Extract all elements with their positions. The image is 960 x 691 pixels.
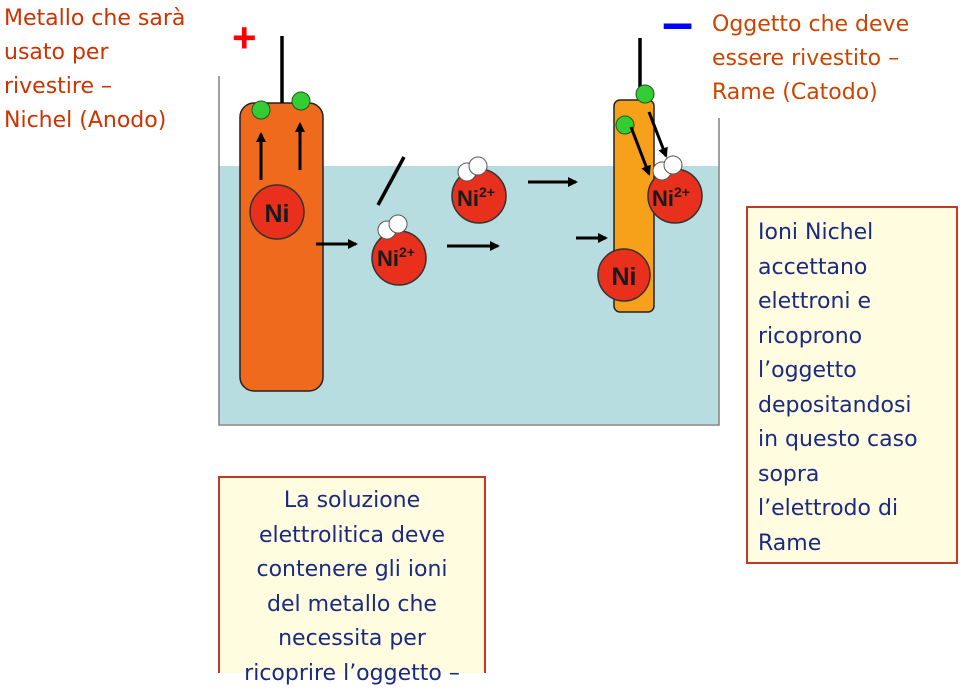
explanation-line: Rame (758, 527, 918, 562)
cathode-label-line: Oggetto che deve (712, 8, 909, 42)
explanation-line: La soluzione (220, 484, 484, 519)
explanation-line: ricoprono (758, 320, 918, 355)
electron-1 (252, 101, 270, 119)
explanation-line: l’oggetto (758, 354, 918, 389)
explanation-line: Ioni Nichel (758, 216, 918, 251)
cathode-label (712, 8, 909, 110)
explanation-line: ricoprire l’oggetto – (220, 657, 484, 691)
anode-label-line: rivestire – (4, 70, 185, 104)
explanation-line: elettroni e (758, 285, 918, 320)
cathode-label-line: essere rivestito – (712, 42, 909, 76)
negative-terminal-sign: – (662, 0, 693, 50)
electron-2 (292, 92, 310, 110)
cathode-label-line: Rame (Catodo) (712, 76, 909, 110)
ni-atom-anode-label: Ni (265, 200, 290, 228)
svg-text:Ni2+: $Ni^{2+}$ (457, 184, 495, 211)
explanation-line: contenere gli ioni (220, 553, 484, 588)
svg-text:Ni2+: $Ni^{2+}$ (652, 184, 690, 211)
svg-text:Ni2+: $Ni^{2+}$ (377, 244, 415, 271)
explanation-line: in questo caso (758, 423, 918, 458)
explanation-line: necessita per (220, 622, 484, 657)
explanation-line: accettano (758, 251, 918, 286)
anode-electrode (240, 103, 323, 391)
explanation-line: sopra (758, 458, 918, 493)
electron-3 (636, 85, 654, 103)
explanation-box-bottom (218, 476, 486, 673)
anode-label (4, 2, 185, 138)
positive-terminal-sign: + (232, 16, 257, 60)
explanation-line: l’elettrodo di (758, 492, 918, 527)
anode-label-line: Nichel (Anodo) (4, 104, 185, 138)
anode-label-line: Metallo che sarà (4, 2, 185, 36)
explanation-line: elettrolitica deve (220, 519, 484, 554)
anode-label-line: usato per (4, 36, 185, 70)
explanation-line: depositandosi (758, 389, 918, 424)
explanation-box-right (746, 206, 958, 564)
explanation-line: del metallo che (220, 588, 484, 623)
ni-atom-cathode-label: Ni (612, 263, 637, 291)
